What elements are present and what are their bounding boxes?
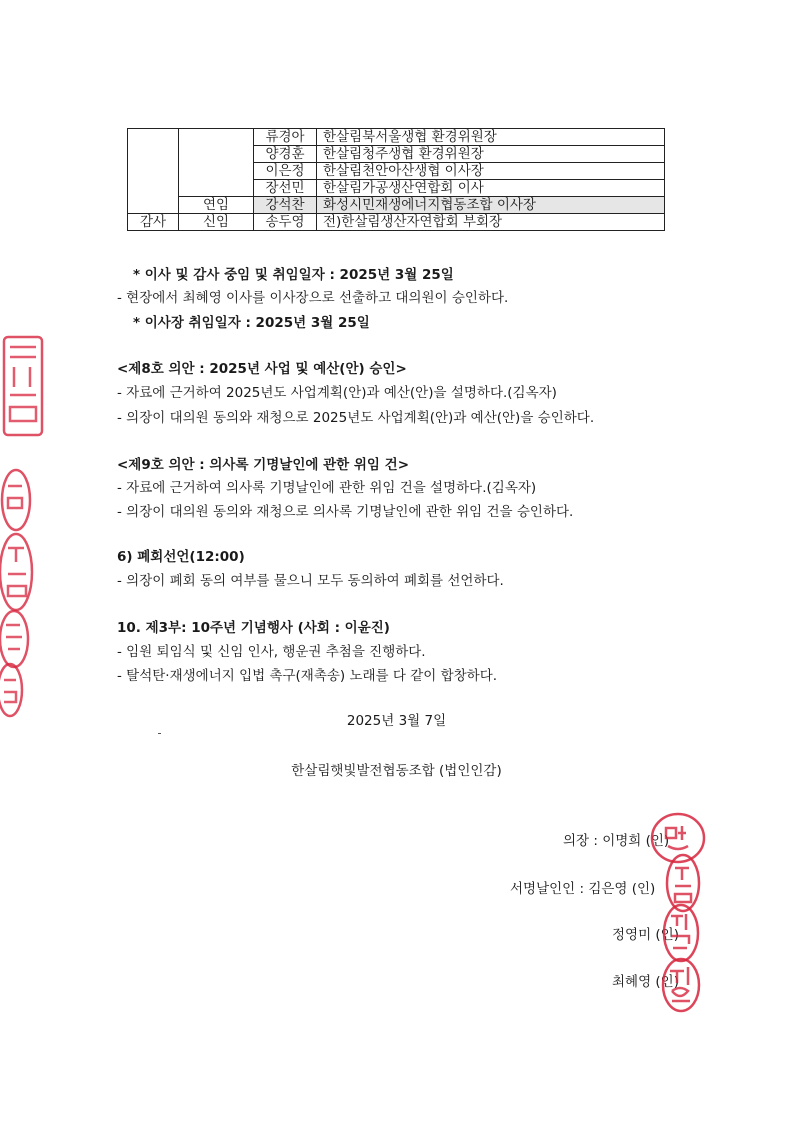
- appointment-detail: - 현장에서 최혜영 이사를 이사장으로 선출하고 대의원이 승인하다.: [117, 290, 509, 306]
- affiliation-cell: 한살림북서울생협 환경위원장: [317, 129, 665, 146]
- closing-line: - 의장이 폐회 동의 여부를 물으니 모두 동의하여 폐회를 선언하다.: [117, 573, 504, 589]
- agenda8-line: - 자료에 근거하여 2025년도 사업계획(안)과 예산(안)을 설명하다.(김옥자): [117, 385, 557, 401]
- term-cell: 연임: [179, 197, 254, 214]
- part3-line: - 탈석탄·재생에너지 입법 촉구(재촉송) 노래를 다 같이 합창하다.: [117, 668, 498, 684]
- name-cell: 류경아: [254, 129, 317, 146]
- name-cell: 양경훈: [254, 146, 317, 163]
- agenda8-line: - 의장이 대의원 동의와 재청으로 2025년도 사업계획(안)과 예산(안)을 승인하다.: [117, 410, 595, 426]
- closing-title: 6) 폐회선언(12:00): [117, 549, 245, 565]
- name-cell: 강석찬: [254, 197, 317, 214]
- part3-line: - 임원 퇴임식 및 신임 인사, 행운권 추첨을 진행하다.: [117, 644, 426, 660]
- scan-speck: [158, 733, 161, 734]
- affiliation-cell: 한살림청주생협 환경위원장: [317, 146, 665, 163]
- role-cell-blank: [128, 129, 179, 214]
- name-cell: 장선민: [254, 180, 317, 197]
- document-date: 2025년 3월 7일: [346, 713, 447, 729]
- agenda9-line: - 자료에 근거하여 의사록 기명날인에 관한 위임 건을 설명하다.(김옥자): [117, 480, 537, 496]
- chair-signature: 의장 : 이명희 (인): [563, 833, 670, 849]
- part3-title: 10. 제3부: 10주년 기념행사 (사회 : 이윤진): [117, 620, 390, 636]
- seal-stamp-icon: [0, 466, 36, 534]
- name-cell: 송두영: [254, 214, 317, 231]
- appointment-date-note: * 이사 및 감사 중임 및 취임일자 : 2025년 3월 25일: [133, 267, 454, 283]
- signer-signature: 서명날인인 : 김은영 (인): [510, 881, 656, 897]
- seal-stamp-icon: [658, 955, 704, 1015]
- organization-name: 한살림햇빛발전협동조합 (법인인감): [291, 763, 502, 779]
- seal-stamp-icon: [0, 530, 40, 614]
- chair-appointment-note: * 이사장 취임일자 : 2025년 3월 25일: [133, 315, 370, 331]
- name-cell: 이은정: [254, 163, 317, 180]
- affiliation-cell: 한살림가공생산연합회 이사: [317, 180, 665, 197]
- affiliation-cell: 전)한살림생산자연합회 부회장: [317, 214, 665, 231]
- table-row: [128, 197, 665, 214]
- signer3-signature: 최혜영 (인): [612, 974, 679, 990]
- term-cell: 신임: [179, 214, 254, 231]
- table-row: [128, 129, 665, 146]
- affiliation-cell: 화성시민재생에너지협동조합 이사장: [317, 197, 665, 214]
- officer-roster-table: [127, 128, 665, 231]
- seal-stamp-icon: [0, 660, 30, 720]
- agenda8-title: <제8호 의안 : 2025년 사업 및 예산(안) 승인>: [117, 361, 407, 377]
- role-cell: 감사: [128, 214, 179, 231]
- seal-stamp-icon: [0, 333, 48, 439]
- agenda9-title: <제9호 의안 : 의사록 기명날인에 관한 위임 건>: [117, 457, 410, 473]
- affiliation-cell: 한살림천안아산생협 이사장: [317, 163, 665, 180]
- term-cell-blank: [179, 129, 254, 197]
- table-row: [128, 214, 665, 231]
- signer2-signature: 정영미 (인): [612, 927, 679, 943]
- agenda9-line: - 의장이 대의원 동의와 재청으로 의사록 기명날인에 관한 위임 건을 승인하다.: [117, 504, 574, 520]
